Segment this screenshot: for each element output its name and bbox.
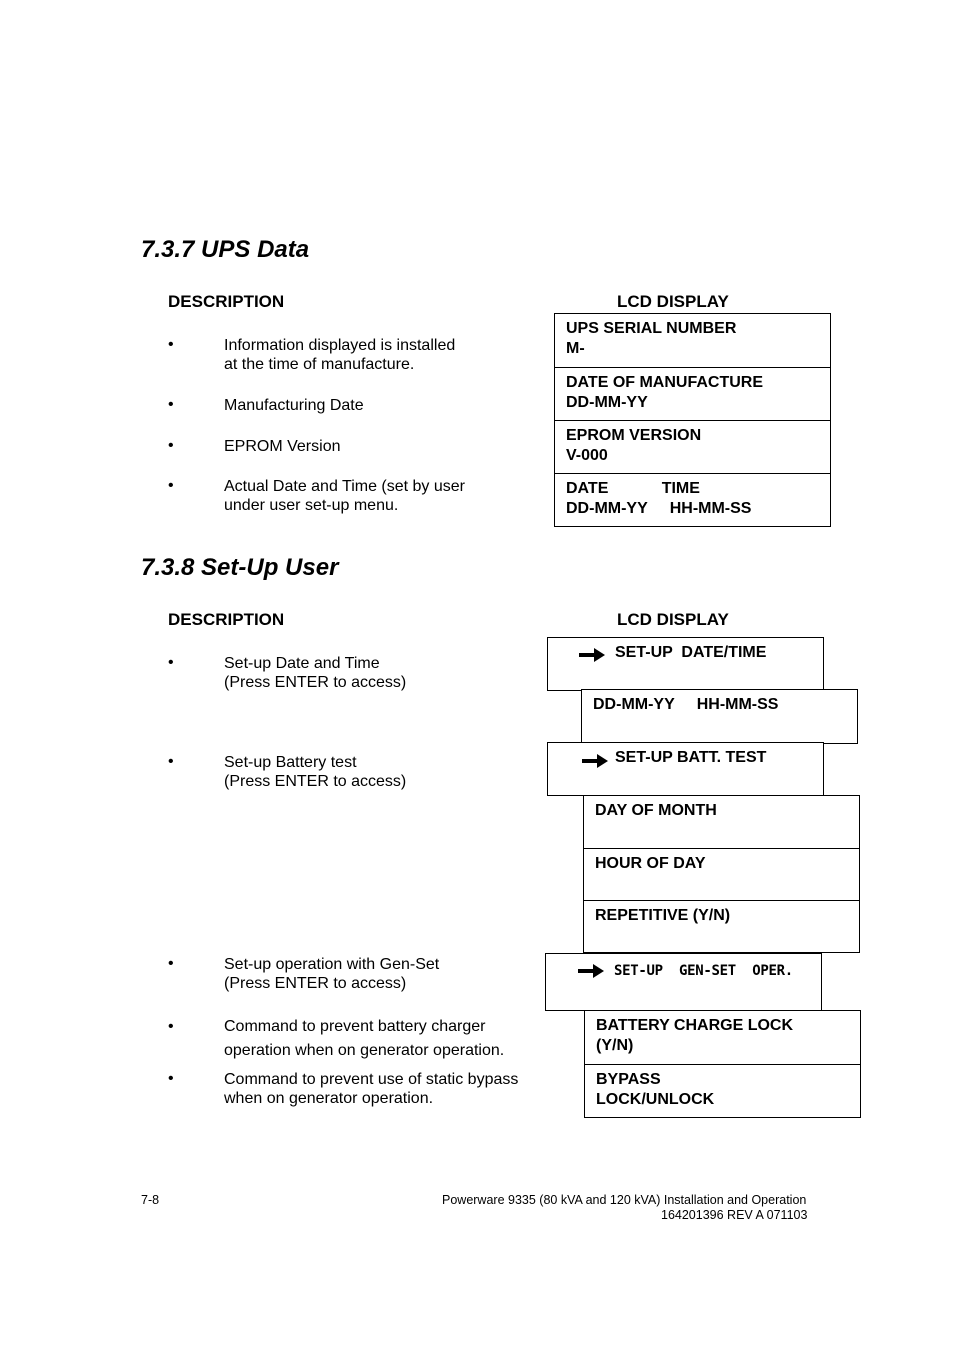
lcd-box-manufacture-date	[554, 367, 831, 421]
section-heading-setup-user: 7.3.8 Set-Up User	[141, 554, 339, 581]
lcd-box-text: SET-UP GEN-SET OPER.	[614, 963, 793, 979]
lcd-box-datetime-format	[581, 689, 858, 744]
lcd-box-text: DATE TIME DD-MM-YY HH-MM-SS	[566, 480, 752, 517]
bullet-marker: •	[168, 336, 174, 353]
lcd-box-hour-of-day	[583, 848, 860, 901]
lcd-box-text: BATTERY CHARGE LOCK (Y/N)	[596, 1017, 794, 1054]
lcd-display-header: LCD DISPLAY	[617, 610, 729, 629]
description-header: DESCRIPTION	[168, 292, 285, 311]
bullet-marker: •	[168, 437, 174, 454]
lcd-box-bypass-lock	[584, 1064, 861, 1118]
lcd-box-date-time	[554, 473, 831, 527]
bullet-text: Command to prevent battery charger operation when on generator operation.	[224, 1018, 505, 1059]
lcd-box-setup-batt-test	[547, 742, 824, 796]
bullet-text: Manufacturing Date	[224, 397, 364, 414]
bullet-text: Actual Date and Time (set by user under user set-up menu.	[224, 478, 465, 514]
footer-page-number: 7-8	[141, 1193, 160, 1207]
bullet-text: Command to prevent use of static bypass when on generator operation.	[224, 1071, 519, 1107]
bullet-text: Set-up Battery test (Press ENTER to access)	[224, 754, 407, 790]
lcd-box-serial-number	[554, 313, 831, 368]
footer-title: Powerware 9335 (80 kVA and 120 kVA) Installation and Operation	[442, 1193, 807, 1207]
lcd-box-repetitive	[583, 900, 860, 953]
bullet-marker: •	[168, 477, 174, 494]
lcd-box-eprom-version	[554, 420, 831, 474]
bullet-marker: •	[168, 955, 174, 972]
bullet-marker: •	[168, 753, 174, 770]
bullet-text: Set-up Date and Time (Press ENTER to access)	[224, 655, 407, 691]
bullet-marker: •	[168, 654, 174, 671]
bullet-marker: •	[168, 396, 174, 413]
lcd-display-header: LCD DISPLAY	[617, 292, 729, 311]
footer-doc-number: 164201396 REV A 071103	[661, 1208, 808, 1222]
lcd-box-text: SET-UP BATT. TEST	[615, 749, 767, 766]
lcd-box-text: DATE OF MANUFACTURE DD-MM-YY	[566, 374, 764, 411]
lcd-box-text: DD-MM-YY HH-MM-SS	[593, 696, 779, 713]
lcd-box-setup-datetime	[547, 637, 824, 691]
right-arrow-icon	[579, 648, 605, 662]
bullet-text: EPROM Version	[224, 438, 341, 455]
lcd-box-battery-charge-lock	[584, 1010, 861, 1065]
lcd-box-text: BYPASS LOCK/UNLOCK	[596, 1071, 715, 1108]
lcd-box-setup-genset	[545, 953, 822, 1011]
description-header: DESCRIPTION	[168, 610, 285, 629]
right-arrow-icon	[582, 754, 608, 768]
lcd-box-text: REPETITIVE (Y/N)	[595, 907, 731, 924]
right-arrow-icon	[578, 964, 604, 978]
lcd-box-day-of-month	[583, 795, 860, 849]
section-heading-ups-data: 7.3.7 UPS Data	[141, 236, 310, 263]
bullet-text: Information displayed is installed at the time of manufacture.	[224, 337, 456, 373]
bullet-marker: •	[168, 1070, 174, 1087]
bullet-text: Set-up operation with Gen-Set (Press ENTER to access)	[224, 956, 440, 992]
lcd-box-text: SET-UP DATE/TIME	[615, 644, 767, 661]
lcd-box-text: EPROM VERSION V-000	[566, 427, 702, 464]
lcd-box-text: HOUR OF DAY	[595, 855, 706, 872]
bullet-marker: •	[168, 1018, 174, 1035]
lcd-box-text: DAY OF MONTH	[595, 802, 717, 819]
lcd-box-text: UPS SERIAL NUMBER M-	[566, 320, 737, 357]
